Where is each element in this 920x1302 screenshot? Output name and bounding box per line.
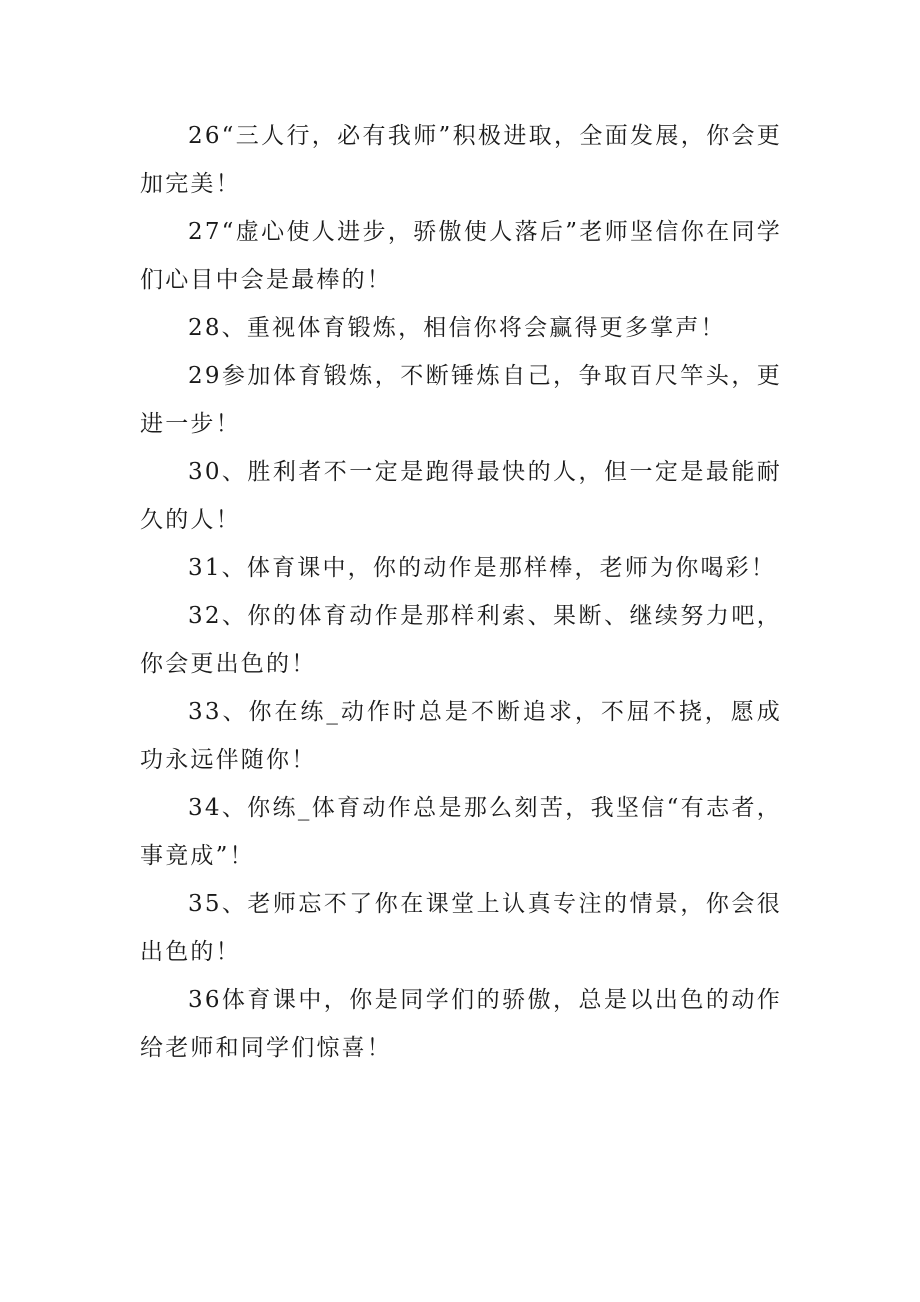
- paragraph-26: 26“三人行，必有我师”积极进取，全面发展，你会更加完美！: [140, 123, 782, 197]
- paragraph-31: 31、体育课中，你的动作是那样棒，老师为你喝彩！: [188, 555, 777, 581]
- paragraph-32: 32、你的体育动作是那样利索、果断、继续努力吧，你会更出色的！: [140, 603, 782, 677]
- document-body: [140, 112, 782, 1072]
- paragraph-28: 28、重视体育锻炼，相信你将会赢得更多掌声！: [188, 315, 726, 341]
- paragraph-30: 30、胜利者不一定是跑得最快的人，但一定是最能耐久的人！: [140, 459, 782, 533]
- paragraph-35: 35、老师忘不了你在课堂上认真专注的情景，你会很出色的！: [140, 891, 782, 965]
- paragraph-34: 34、你练_体育动作总是那么刻苦，我坚信“有志者，事竟成”！: [140, 795, 782, 869]
- paragraph-27: 27“虚心使人进步，骄傲使人落后”老师坚信你在同学们心目中会是最棒的！: [140, 219, 782, 293]
- paragraph-33: 33、你在练_动作时总是不断追求，不屈不挠，愿成功永远伴随你！: [140, 699, 782, 773]
- paragraph-29: 29参加体育锻炼，不断锤炼自己，争取百尺竿头，更进一步！: [140, 363, 782, 437]
- paragraph-36: 36体育课中，你是同学们的骄傲，总是以出色的动作给老师和同学们惊喜！: [140, 987, 782, 1061]
